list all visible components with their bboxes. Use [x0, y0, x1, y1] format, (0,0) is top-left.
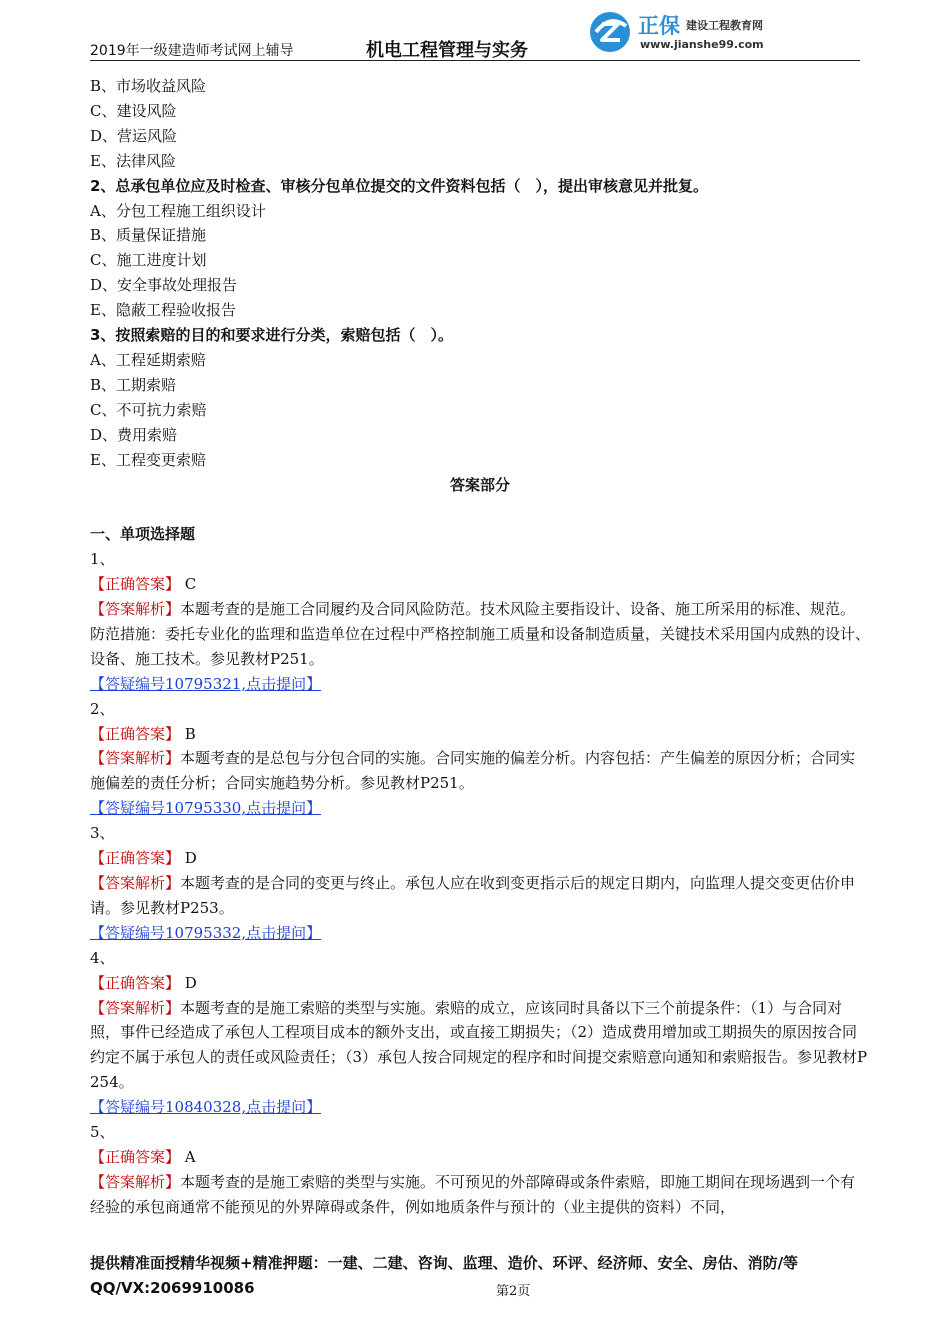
answer-analysis [90, 871, 870, 921]
q3-option-b: B、工期索赔 [90, 375, 177, 394]
analysis-text: 本题考查的是施工索赔的类型与实施。不可预见的外部障碍或条件索赔，即施工期间在现场遇到一个有经验的承包商通常不能预见的外界障碍或条件，例如地质条件与预计的（业主提供的资料）不同， [90, 1172, 856, 1216]
q3-option-a: A、工程延期索赔 [90, 350, 206, 369]
spacer [90, 497, 870, 522]
q3-option-e: E、工程变更索赔 [90, 450, 206, 469]
site-logo[interactable] [588, 8, 828, 54]
analysis-label: 【答案解析】 [90, 600, 181, 619]
correct-answer-label: 【正确答案】 [90, 1147, 181, 1166]
correct-answer-row [90, 572, 870, 597]
logo-mark-icon [588, 10, 632, 54]
analysis-text: 本题考查的是施工索赔的类型与实施。索赔的成立，应该同时具备以下三个前提条件：（1）与合同对照，事件已经造成了承包人工程项目成本的额外支出，或直接工期损失；（2）造成费用增加或工期损失的原因按合同约定不属于承包人的责任或风险责任；（3）承包人按合同规定的程序和时间提交索赔意向通知和索赔报告。参见教材P254。 [90, 998, 868, 1092]
page-header [90, 8, 860, 62]
correct-answer-value: D [184, 973, 197, 992]
correct-answer-label: 【正确答案】 [90, 849, 181, 868]
q1-option-b: B、市场收益风险 [90, 77, 207, 95]
logo-url: www.jianshe99.com [640, 38, 764, 51]
correct-answer-label: 【正确答案】 [90, 724, 181, 743]
analysis-label: 【答案解析】 [90, 873, 181, 892]
correct-answer-row [90, 722, 870, 747]
correct-answer-label: 【正确答案】 [90, 575, 181, 594]
q2-option-a: A、分包工程施工组织设计 [90, 201, 266, 220]
logo-brand-text: 正保 [638, 14, 680, 38]
correct-answer-row [90, 971, 870, 996]
page-footer [90, 1252, 860, 1299]
correct-answer-value: C [184, 575, 197, 594]
section-title: 一、单项选择题 [90, 525, 196, 544]
q2-stem: 2、总承包单位应及时检查、审核分包单位提交的文件资料包括（ ），提出审核意见并批复。 [90, 176, 708, 195]
correct-answer-row [90, 1145, 870, 1170]
q2-option-e: E、隐蔽工程验收报告 [90, 301, 236, 320]
answer-analysis [90, 996, 870, 1096]
correct-answer-value: B [184, 724, 196, 743]
answer-number: 5、 [90, 1123, 115, 1142]
answer-number: 2、 [90, 699, 115, 718]
q3-option-d: D、费用索赔 [90, 425, 178, 444]
q2-option-d: D、安全事故处理报告 [90, 276, 238, 295]
answer-number: 1、 [90, 550, 115, 569]
answer-analysis [90, 1170, 870, 1220]
q1-option-c: C、建设风险 [90, 101, 177, 120]
q2-option-c: C、施工进度计划 [90, 251, 207, 270]
page-content [90, 74, 870, 1220]
header-divider [90, 60, 860, 61]
answer-analysis [90, 746, 870, 796]
correct-answer-label: 【正确答案】 [90, 973, 181, 992]
analysis-text: 本题考查的是总包与分包合同的实施。合同实施的偏差分析。内容包括：产生偏差的原因分析；合同实施偏差的责任分析；合同实施趋势分析。参见教材P251。 [90, 749, 856, 793]
logo-subtitle: 建设工程教育网 [686, 19, 763, 32]
q1-option-d: D、营运风险 [90, 126, 178, 145]
analysis-label: 【答案解析】 [90, 749, 181, 768]
answer-analysis [90, 597, 870, 672]
answer-number: 3、 [90, 824, 115, 843]
footer-ad-line: 提供精准面授精华视频+精准押题：一建、二建、咨询、监理、造价、环评、经济师、安全、房估、消防/等 [90, 1254, 799, 1272]
page-number: 第2页 [496, 1284, 531, 1299]
correct-answer-row [90, 846, 870, 871]
ask-question-link[interactable]: 【答疑编号10795332,点击提问】 [90, 923, 322, 942]
correct-answer-value: A [184, 1147, 196, 1166]
analysis-label: 【答案解析】 [90, 998, 181, 1017]
header-exam-title: 2019年一级建造师考试网上辅导 [90, 43, 294, 59]
ask-question-link[interactable]: 【答疑编号10795321,点击提问】 [90, 674, 322, 693]
answer-number: 4、 [90, 948, 115, 967]
answers-title: 答案部分 [449, 475, 510, 494]
analysis-text: 本题考查的是施工合同履约及合同风险防范。技术风险主要指设计、设备、施工所采用的标准、规范。防范措施：委托专业化的监理和监造单位在过程中严格控制施工质量和设备制造质量，关键技术采用国内成熟的设计、设备、施工技术。参见教材P251。 [90, 600, 871, 668]
q3-stem: 3、按照索赔的目的和要求进行分类，索赔包括（ ）。 [90, 326, 453, 345]
q3-option-c: C、不可抗力索赔 [90, 400, 207, 419]
q1-option-e: E、法律风险 [90, 151, 176, 170]
ask-question-link[interactable]: 【答疑编号10795330,点击提问】 [90, 799, 322, 818]
q2-option-b: B、质量保证措施 [90, 226, 207, 245]
analysis-label: 【答案解析】 [90, 1172, 181, 1191]
correct-answer-value: D [184, 849, 197, 868]
footer-contact: QQ/VX:2069910086 [90, 1279, 255, 1297]
analysis-text: 本题考查的是合同的变更与终止。承包人应在收到变更指示后的规定日期内，向监理人提交变更估价申请。参见教材P253。 [90, 873, 856, 917]
header-course-title: 机电工程管理与实务 [366, 40, 528, 61]
ask-question-link[interactable]: 【答疑编号10840328,点击提问】 [90, 1098, 322, 1117]
